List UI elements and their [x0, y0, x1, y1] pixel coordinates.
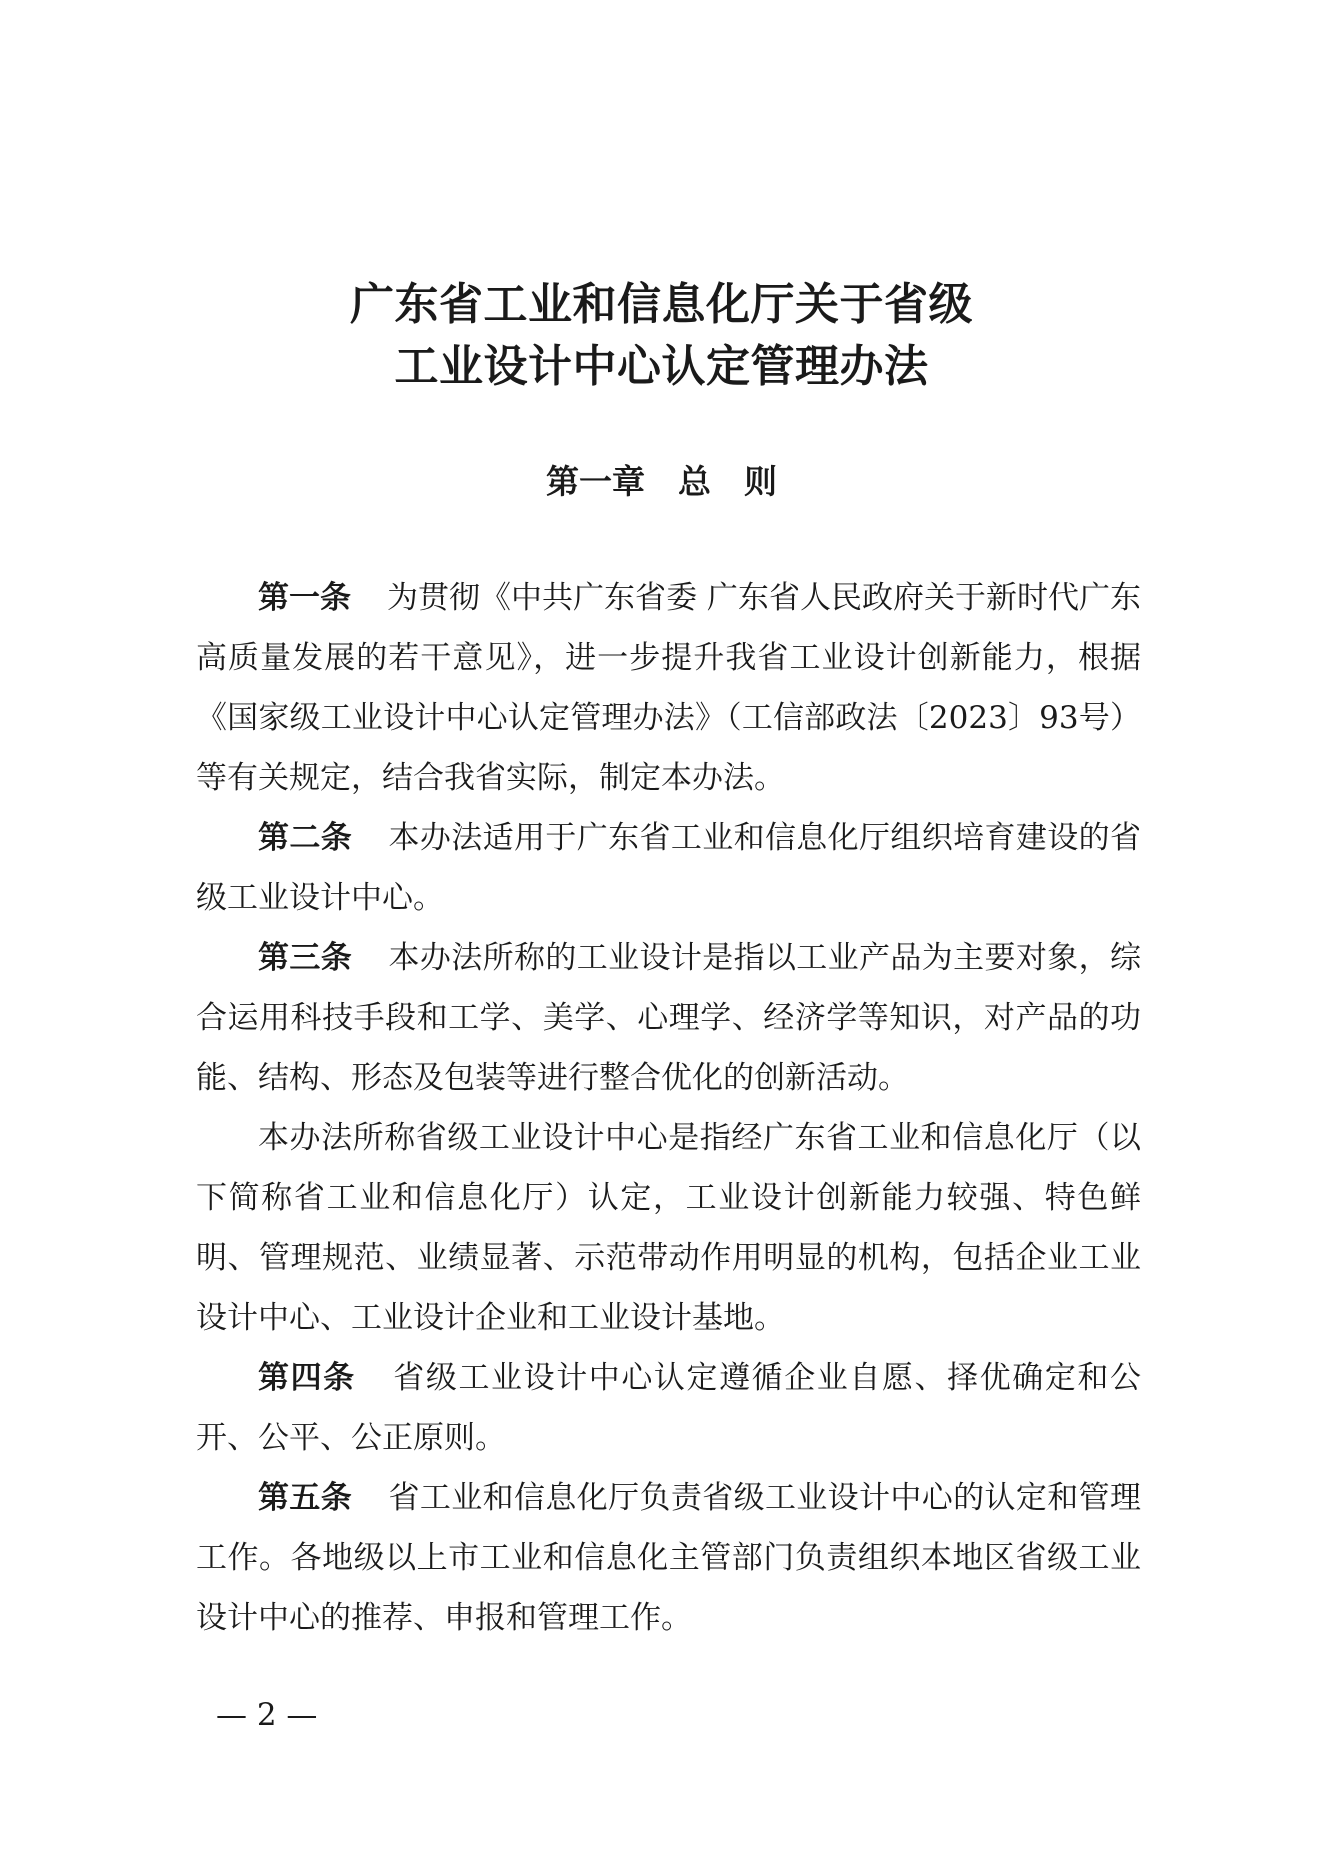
article-paragraph [196, 1468, 1141, 1648]
page-number: — 2 — [216, 1697, 318, 1733]
article-text: 本办法所称省级工业设计中心是指经广东省工业和信息化厅（以下简称省工业和信息化厅）认定，工业设计创新能力较强、特色鲜明、管理规范、业绩显著、示范带动作用明显的机构，包括企业工业设计中心、工业设计企业和工业设计基地。 [196, 1120, 1141, 1336]
document-title-line-1: 广东省工业和信息化厅关于省级 [350, 279, 973, 330]
article-paragraph [196, 808, 1141, 928]
article-paragraph [196, 1108, 1141, 1348]
article-label: 第四条 [258, 1360, 356, 1396]
article-paragraph [196, 1348, 1141, 1468]
article-text: 省级工业设计中心认定遵循企业自愿、择优确定和公开、公平、公正原则。 [196, 1360, 1142, 1456]
article-label: 第一条 [258, 580, 352, 616]
article-text: 本办法适用于广东省工业和信息化厅组织培育建设的省级工业设计中心。 [196, 820, 1142, 916]
chapter-heading: 第一章 总 则 [546, 462, 777, 501]
article-label: 第三条 [258, 940, 353, 976]
article-label: 第二条 [258, 820, 353, 856]
article-paragraph [196, 568, 1141, 808]
document-title-line-2: 工业设计中心认定管理办法 [394, 341, 929, 392]
article-text: 为贯彻《中共广东省委 广东省人民政府关于新时代广东高质量发展的若干意见》，进一步提升我省工业设计创新能力，根据《国家级工业设计中心认定管理办法》（工信部政法〔2023〕93号）等有关规定，结合我省实际，制定本办法。 [196, 580, 1141, 796]
article-label: 第五条 [258, 1480, 353, 1516]
document-body [196, 568, 1141, 1648]
article-text: 省工业和信息化厅负责省级工业设计中心的认定和管理工作。各地级以上市工业和信息化主管部门负责组织本地区省级工业设计中心的推荐、申报和管理工作。 [196, 1480, 1142, 1636]
article-text: 本办法所称的工业设计是指以工业产品为主要对象，综合运用科技手段和工学、美学、心理学、经济学等知识，对产品的功能、结构、形态及包装等进行整合优化的创新活动。 [196, 940, 1142, 1096]
article-paragraph [196, 928, 1141, 1108]
